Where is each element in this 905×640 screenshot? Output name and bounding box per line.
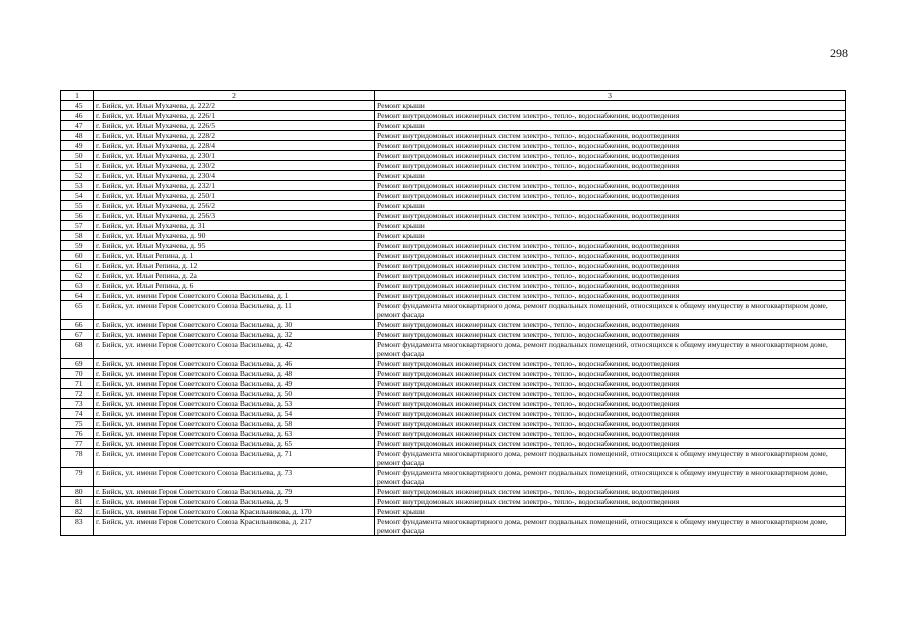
cell-address: г. Бийск, ул. имени Героя Советского Союза Васильева, д. 11 (94, 301, 375, 320)
cell-number: 47 (61, 121, 94, 131)
cell-number: 80 (61, 487, 94, 497)
table-row (61, 429, 846, 439)
cell-work: Ремонт внутридомовых инженерных систем электро-, тепло-, водоснабжения, водоотведения (375, 111, 846, 121)
cell-work: Ремонт внутридомовых инженерных систем электро-, тепло-, водоснабжения, водоотведения (375, 241, 846, 251)
header-cell-number: 1 (61, 91, 94, 101)
cell-address: г. Бийск, ул. имени Героя Советского Союза Васильева, д. 58 (94, 419, 375, 429)
cell-work: Ремонт внутридомовых инженерных систем электро-, тепло-, водоснабжения, водоотведения (375, 359, 846, 369)
cell-work: Ремонт внутридомовых инженерных систем электро-, тепло-, водоснабжения, водоотведения (375, 389, 846, 399)
table-row (61, 271, 846, 281)
cell-number: 76 (61, 429, 94, 439)
cell-number: 64 (61, 291, 94, 301)
table-body (61, 91, 846, 536)
table-row (61, 507, 846, 517)
cell-address: г. Бийск, ул. Ильи Мухачева, д. 256/2 (94, 201, 375, 211)
cell-address: г. Бийск, ул. имени Героя Советского Союза Васильева, д. 73 (94, 468, 375, 487)
cell-address: г. Бийск, ул. имени Героя Советского Союза Васильева, д. 65 (94, 439, 375, 449)
cell-number: 67 (61, 330, 94, 340)
cell-address: г. Бийск, ул. имени Героя Советского Союза Васильева, д. 79 (94, 487, 375, 497)
cell-number: 69 (61, 359, 94, 369)
cell-address: г. Бийск, ул. имени Героя Советского Союза Васильева, д. 71 (94, 449, 375, 468)
table-row (61, 340, 846, 359)
table-row (61, 141, 846, 151)
cell-address: г. Бийск, ул. Ильи Мухачева, д. 228/4 (94, 141, 375, 151)
cell-address: г. Бийск, ул. имени Героя Советского Союза Васильева, д. 32 (94, 330, 375, 340)
table-row (61, 201, 846, 211)
table-row (61, 101, 846, 111)
table-row (61, 121, 846, 131)
cell-address: г. Бийск, ул. Ильи Репина, д. 1 (94, 251, 375, 261)
cell-work: Ремонт фундамента многоквартирного дома, ремонт подвальных помещений, относящихся к общему имуществу в многоквартирном доме, ремонт фасада (375, 517, 846, 536)
table-row (61, 241, 846, 251)
cell-address: г. Бийск, ул. Ильи Мухачева, д. 250/1 (94, 191, 375, 201)
cell-number: 77 (61, 439, 94, 449)
cell-address: г. Бийск, ул. Ильи Мухачева, д. 256/3 (94, 211, 375, 221)
cell-work: Ремонт внутридомовых инженерных систем электро-, тепло-, водоснабжения, водоотведения (375, 399, 846, 409)
cell-number: 82 (61, 507, 94, 517)
cell-work: Ремонт крыши (375, 507, 846, 517)
table-row (61, 330, 846, 340)
cell-work: Ремонт внутридомовых инженерных систем электро-, тепло-, водоснабжения, водоотведения (375, 191, 846, 201)
cell-work: Ремонт фундамента многоквартирного дома, ремонт подвальных помещений, относящихся к общему имуществу в многоквартирном доме, ремонт фасада (375, 301, 846, 320)
table-row (61, 291, 846, 301)
table-row (61, 359, 846, 369)
cell-work: Ремонт внутридомовых инженерных систем электро-, тепло-, водоснабжения, водоотведения (375, 419, 846, 429)
cell-address: г. Бийск, ул. имени Героя Советского Союза Васильева, д. 63 (94, 429, 375, 439)
cell-work: Ремонт внутридомовых инженерных систем электро-, тепло-, водоснабжения, водоотведения (375, 409, 846, 419)
cell-work: Ремонт внутридомовых инженерных систем электро-, тепло-, водоснабжения, водоотведения (375, 497, 846, 507)
page-number: 298 (830, 46, 848, 60)
table-row (61, 468, 846, 487)
cell-address: г. Бийск, ул. имени Героя Советского Союза Красильникова, д. 217 (94, 517, 375, 536)
cell-address: г. Бийск, ул. Ильи Мухачева, д. 222/2 (94, 101, 375, 111)
cell-work: Ремонт внутридомовых инженерных систем электро-, тепло-, водоснабжения, водоотведения (375, 141, 846, 151)
table-row (61, 449, 846, 468)
cell-number: 73 (61, 399, 94, 409)
table-row (61, 497, 846, 507)
cell-work: Ремонт внутридомовых инженерных систем электро-, тепло-, водоснабжения, водоотведения (375, 181, 846, 191)
table-row (61, 379, 846, 389)
works-table (60, 90, 846, 536)
cell-work: Ремонт внутридомовых инженерных систем электро-, тепло-, водоснабжения, водоотведения (375, 487, 846, 497)
header-cell-work: 3 (375, 91, 846, 101)
table-row (61, 171, 846, 181)
cell-number: 54 (61, 191, 94, 201)
cell-work: Ремонт внутридомовых инженерных систем электро-, тепло-, водоснабжения, водоотведения (375, 439, 846, 449)
cell-work: Ремонт внутридомовых инженерных систем электро-, тепло-, водоснабжения, водоотведения (375, 369, 846, 379)
table-row (61, 399, 846, 409)
table-row (61, 409, 846, 419)
cell-address: г. Бийск, ул. Ильи Мухачева, д. 228/2 (94, 131, 375, 141)
table-row (61, 251, 846, 261)
table-row (61, 191, 846, 201)
cell-number: 57 (61, 221, 94, 231)
cell-work: Ремонт внутридомовых инженерных систем электро-, тепло-, водоснабжения, водоотведения (375, 161, 846, 171)
table-row (61, 517, 846, 536)
cell-number: 72 (61, 389, 94, 399)
table-row (61, 439, 846, 449)
cell-address: г. Бийск, ул. имени Героя Советского Союза Васильева, д. 50 (94, 389, 375, 399)
cell-number: 79 (61, 468, 94, 487)
cell-work: Ремонт внутридомовых инженерных систем электро-, тепло-, водоснабжения, водоотведения (375, 271, 846, 281)
cell-work: Ремонт внутридомовых инженерных систем электро-, тепло-, водоснабжения, водоотведения (375, 131, 846, 141)
cell-address: г. Бийск, ул. Ильи Мухачева, д. 232/1 (94, 181, 375, 191)
cell-address: г. Бийск, ул. Ильи Репина, д. 12 (94, 261, 375, 271)
cell-address: г. Бийск, ул. Ильи Мухачева, д. 230/4 (94, 171, 375, 181)
cell-address: г. Бийск, ул. Ильи Мухачева, д. 230/1 (94, 151, 375, 161)
cell-work: Ремонт внутридомовых инженерных систем электро-, тепло-, водоснабжения, водоотведения (375, 151, 846, 161)
header-cell-address: 2 (94, 91, 375, 101)
cell-address: г. Бийск, ул. Ильи Мухачева, д. 95 (94, 241, 375, 251)
cell-address: г. Бийск, ул. Ильи Мухачева, д. 230/2 (94, 161, 375, 171)
table-row (61, 389, 846, 399)
cell-work: Ремонт крыши (375, 201, 846, 211)
cell-number: 65 (61, 301, 94, 320)
cell-work: Ремонт фундамента многоквартирного дома, ремонт подвальных помещений, относящихся к общему имуществу в многоквартирном доме, ремонт фасада (375, 340, 846, 359)
cell-number: 78 (61, 449, 94, 468)
cell-work: Ремонт фундамента многоквартирного дома, ремонт подвальных помещений, относящихся к общему имуществу в многоквартирном доме, ремонт фасада (375, 468, 846, 487)
cell-address: г. Бийск, ул. имени Героя Советского Союза Васильева, д. 49 (94, 379, 375, 389)
cell-number: 56 (61, 211, 94, 221)
cell-work: Ремонт внутридомовых инженерных систем электро-, тепло-, водоснабжения, водоотведения (375, 261, 846, 271)
cell-number: 61 (61, 261, 94, 271)
cell-address: г. Бийск, ул. Ильи Репина, д. 2а (94, 271, 375, 281)
cell-address: г. Бийск, ул. имени Героя Советского Союза Васильева, д. 48 (94, 369, 375, 379)
table-row (61, 231, 846, 241)
table-row (61, 301, 846, 320)
cell-address: г. Бийск, ул. Ильи Мухачева, д. 226/1 (94, 111, 375, 121)
table-row (61, 320, 846, 330)
table-row (61, 211, 846, 221)
cell-address: г. Бийск, ул. имени Героя Советского Союза Васильева, д. 54 (94, 409, 375, 419)
table-row (61, 161, 846, 171)
cell-number: 63 (61, 281, 94, 291)
table-row (61, 221, 846, 231)
cell-number: 55 (61, 201, 94, 211)
cell-work: Ремонт крыши (375, 171, 846, 181)
cell-number: 60 (61, 251, 94, 261)
cell-address: г. Бийск, ул. Ильи Мухачева, д. 90 (94, 231, 375, 241)
cell-number: 50 (61, 151, 94, 161)
cell-work: Ремонт крыши (375, 221, 846, 231)
cell-address: г. Бийск, ул. Ильи Мухачева, д. 31 (94, 221, 375, 231)
cell-number: 59 (61, 241, 94, 251)
table-header-row (61, 91, 846, 101)
cell-work: Ремонт внутридомовых инженерных систем электро-, тепло-, водоснабжения, водоотведения (375, 320, 846, 330)
table-row (61, 131, 846, 141)
cell-number: 74 (61, 409, 94, 419)
table-row (61, 151, 846, 161)
cell-number: 51 (61, 161, 94, 171)
cell-number: 71 (61, 379, 94, 389)
cell-address: г. Бийск, ул. имени Героя Советского Союза Васильева, д. 46 (94, 359, 375, 369)
cell-work: Ремонт внутридомовых инженерных систем электро-, тепло-, водоснабжения, водоотведения (375, 281, 846, 291)
cell-work: Ремонт внутридомовых инженерных систем электро-, тепло-, водоснабжения, водоотведения (375, 251, 846, 261)
cell-number: 70 (61, 369, 94, 379)
table-row (61, 181, 846, 191)
table-row (61, 281, 846, 291)
cell-number: 45 (61, 101, 94, 111)
table-row (61, 487, 846, 497)
cell-work: Ремонт крыши (375, 121, 846, 131)
cell-address: г. Бийск, ул. имени Героя Советского Союза Васильева, д. 9 (94, 497, 375, 507)
cell-number: 62 (61, 271, 94, 281)
cell-work: Ремонт крыши (375, 101, 846, 111)
cell-number: 53 (61, 181, 94, 191)
cell-number: 46 (61, 111, 94, 121)
cell-number: 75 (61, 419, 94, 429)
cell-work: Ремонт фундамента многоквартирного дома, ремонт подвальных помещений, относящихся к общему имуществу в многоквартирном доме, ремонт фасада (375, 449, 846, 468)
cell-number: 66 (61, 320, 94, 330)
cell-work: Ремонт внутридомовых инженерных систем электро-, тепло-, водоснабжения, водоотведения (375, 211, 846, 221)
cell-work: Ремонт крыши (375, 231, 846, 241)
cell-number: 58 (61, 231, 94, 241)
cell-address: г. Бийск, ул. Ильи Репина, д. 6 (94, 281, 375, 291)
cell-address: г. Бийск, ул. имени Героя Советского Союза Красильникова, д. 170 (94, 507, 375, 517)
cell-address: г. Бийск, ул. имени Героя Советского Союза Васильева, д. 1 (94, 291, 375, 301)
cell-address: г. Бийск, ул. имени Героя Советского Союза Васильева, д. 30 (94, 320, 375, 330)
cell-work: Ремонт внутридомовых инженерных систем электро-, тепло-, водоснабжения, водоотведения (375, 379, 846, 389)
cell-address: г. Бийск, ул. имени Героя Советского Союза Васильева, д. 42 (94, 340, 375, 359)
cell-number: 48 (61, 131, 94, 141)
cell-number: 83 (61, 517, 94, 536)
cell-work: Ремонт внутридомовых инженерных систем электро-, тепло-, водоснабжения, водоотведения (375, 429, 846, 439)
table-row (61, 419, 846, 429)
cell-work: Ремонт внутридомовых инженерных систем электро-, тепло-, водоснабжения, водоотведения (375, 291, 846, 301)
table-row (61, 369, 846, 379)
cell-number: 68 (61, 340, 94, 359)
table-row (61, 261, 846, 271)
cell-number: 49 (61, 141, 94, 151)
table-row (61, 111, 846, 121)
cell-number: 52 (61, 171, 94, 181)
cell-work: Ремонт внутридомовых инженерных систем электро-, тепло-, водоснабжения, водоотведения (375, 330, 846, 340)
cell-number: 81 (61, 497, 94, 507)
cell-address: г. Бийск, ул. имени Героя Советского Союза Васильева, д. 53 (94, 399, 375, 409)
cell-address: г. Бийск, ул. Ильи Мухачева, д. 226/5 (94, 121, 375, 131)
